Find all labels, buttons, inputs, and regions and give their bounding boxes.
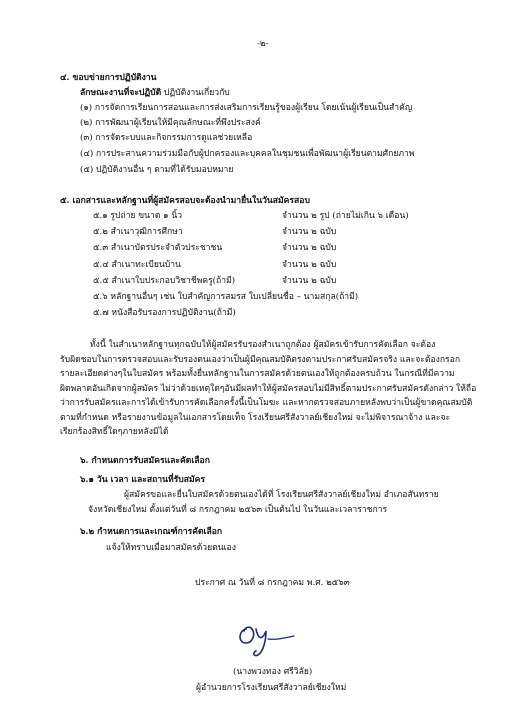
doc-qty: จำนวน ๒ ฉบับ — [282, 227, 337, 237]
section4-heading: ๔. ขอบข่ายการปฏิบัติงาน — [60, 73, 157, 83]
doc-label: ๕.๔ สำเนาทะเบียนบ้าน — [93, 260, 181, 270]
section4-item: (๑) การจัดการเรียนการสอนและการส่งเสริมการเรียนรู้ของผู้เรียน โดยเน้นผู้เรียนเป็นสำคัญ — [80, 103, 413, 113]
section6-2-line: แจ้งให้ทราบเมื่อมาสมัครด้วยตนเอง — [106, 543, 236, 553]
section4-item: (๒) การพัฒนาผู้เรียนให้มีคุณลักษณะที่พึงประสงค์ — [80, 118, 261, 128]
section4-item: (๓) การจัดระบบและกิจกรรมการดูแลช่วยเหลือ — [80, 133, 253, 143]
section6-1-line: จังหวัดเชียงใหม่ ตั้งแต่วันที่ ๘ กรกฎาคม ๒๕๖๓ เป็นต้นไป ในวันและเวลาราชการ — [88, 505, 388, 515]
section4-subheading-rest: ปฏิบัติงานเกี่ยวกับ — [161, 88, 230, 98]
section4-subheading-bold: ลักษณะงานที่จะปฏิบัติ — [80, 88, 162, 98]
section5-paragraph — [60, 338, 476, 440]
doc-label: ๕.๗ หนังสือรับรองการปฏิบัติงาน(ถ้ามี) — [93, 308, 236, 318]
section4-subheading — [80, 89, 230, 98]
signature-mark — [232, 617, 302, 659]
section6-heading: ๖. กำหนดการรับสมัครและคัดเลือก — [80, 456, 210, 466]
doc-qty: จำนวน ๒ รูป (ถ่ายไม่เกิน ๖ เดือน) — [282, 211, 409, 221]
section6-1-heading: ๖.๑ วัน เวลา และสถานที่รับสมัคร — [80, 475, 206, 485]
section6-1-line: ผู้สมัครขอและยื่นใบสมัครด้วยตนเองได้ที่ โรงเรียนศรีสังวาลย์เชียงใหม่ อำเภอสันทราย — [124, 490, 439, 500]
section4-item: (๕) ปฏิบัติงานอื่น ๆ ตามที่ได้รับมอบหมาย — [80, 165, 234, 175]
doc-label: ๕.๑ รูปถ่าย ขนาด ๑ นิ้ว — [93, 211, 183, 221]
paragraph-line: รับผิดชอบในการตรวจสอบและรับรองตนเองว่าเป็นผู้มีคุณสมบัติตรงตามประกาศรับสมัครจริง และจะต้องกรอก — [60, 354, 461, 365]
doc-label: ๕.๕ สำเนาใบประกอบวิชาชีพครู(ถ้ามี) — [93, 276, 236, 286]
signer-name: (นางพวงทอง ศรีวิลัย) — [233, 667, 313, 677]
paragraph-line: ผิดพลาดอันเกิดจากผู้สมัคร ไม่ว่าด้วยเหตุใดๆอันมีผลทำให้ผู้สมัครสอบไม่มีสิทธิ์ตามประกาศรับสมัครดังกล่าว ให้ถือ — [60, 383, 477, 394]
section6-2-heading: ๖.๒ กำหนดการและเกณฑ์การคัดเลือก — [80, 527, 223, 537]
doc-label: ๕.๖ หลักฐานอื่นๆ เช่น ใบสำคัญการสมรส ใบเปลี่ยนชื่อ – นามสกุล(ถ้ามี) — [93, 292, 359, 302]
section4-item: (๔) การประสานความร่วมมือกับผู้ปกครองและบุคคลในชุมชนเพื่อพัฒนาผู้เรียนตามศักยภาพ — [80, 149, 415, 159]
section5-heading: ๕. เอกสารและหลักฐานที่ผู้สมัครสอบจะต้องนำมายื่นในวันสมัครสอบ — [60, 196, 310, 206]
paragraph-line: เรียกร้องสิทธิ์ใดๆภายหลังมิได้ — [60, 427, 169, 437]
announcement-date: ประกาศ ณ วันที่ ๘ กรกฎาคม พ.ศ. ๒๕๖๓ — [195, 578, 350, 588]
signer-title: ผู้อำนวยการโรงเรียนศรีสังวาลย์เชียงใหม่ — [196, 683, 347, 693]
page-number: -๒- — [257, 39, 269, 49]
paragraph-line: รายละเอียดต่างๆในใบสมัคร พร้อมทั้งยื่นหลักฐานในการสมัครด้วยตนเองให้ถูกต้องครบถ้วน ในกรณีที่มีความ — [60, 369, 455, 379]
paragraph-line: ทั้งนี้ ในสำเนาหลักฐานทุกฉบับให้ผู้สมัครรับรองสำเนาถูกต้อง ผู้สมัครเข้ารับการคัดเลือก จะต้อง — [90, 340, 436, 350]
paragraph-line: ว่าการรับสมัครและการได้เข้ารับการคัดเลือกครั้งนี้เป็นโมฆะ และหากตรวจสอบภายหลังพบว่าเป็นผู้ขาดคุณสมบัติ — [60, 398, 473, 408]
doc-label: ๕.๓ สำเนาบัตรประจำตัวประชาชน — [93, 243, 223, 253]
paragraph-line: ตามที่กำหนด หรือรายงานข้อมูลในเอกสารโดยเท็จ โรงเรียนศรีสังวาลย์เชียงใหม่ จะไม่พิจารณาจ้าง และจะ — [60, 412, 451, 423]
doc-qty: จำนวน ๒ ฉบับ — [282, 260, 337, 270]
doc-qty: จำนวน ๒ ฉบับ — [282, 243, 337, 253]
doc-label: ๕.๒ สำเนาวุฒิการศึกษา — [93, 227, 183, 237]
doc-qty: จำนวน ๒ ฉบับ — [282, 276, 337, 286]
